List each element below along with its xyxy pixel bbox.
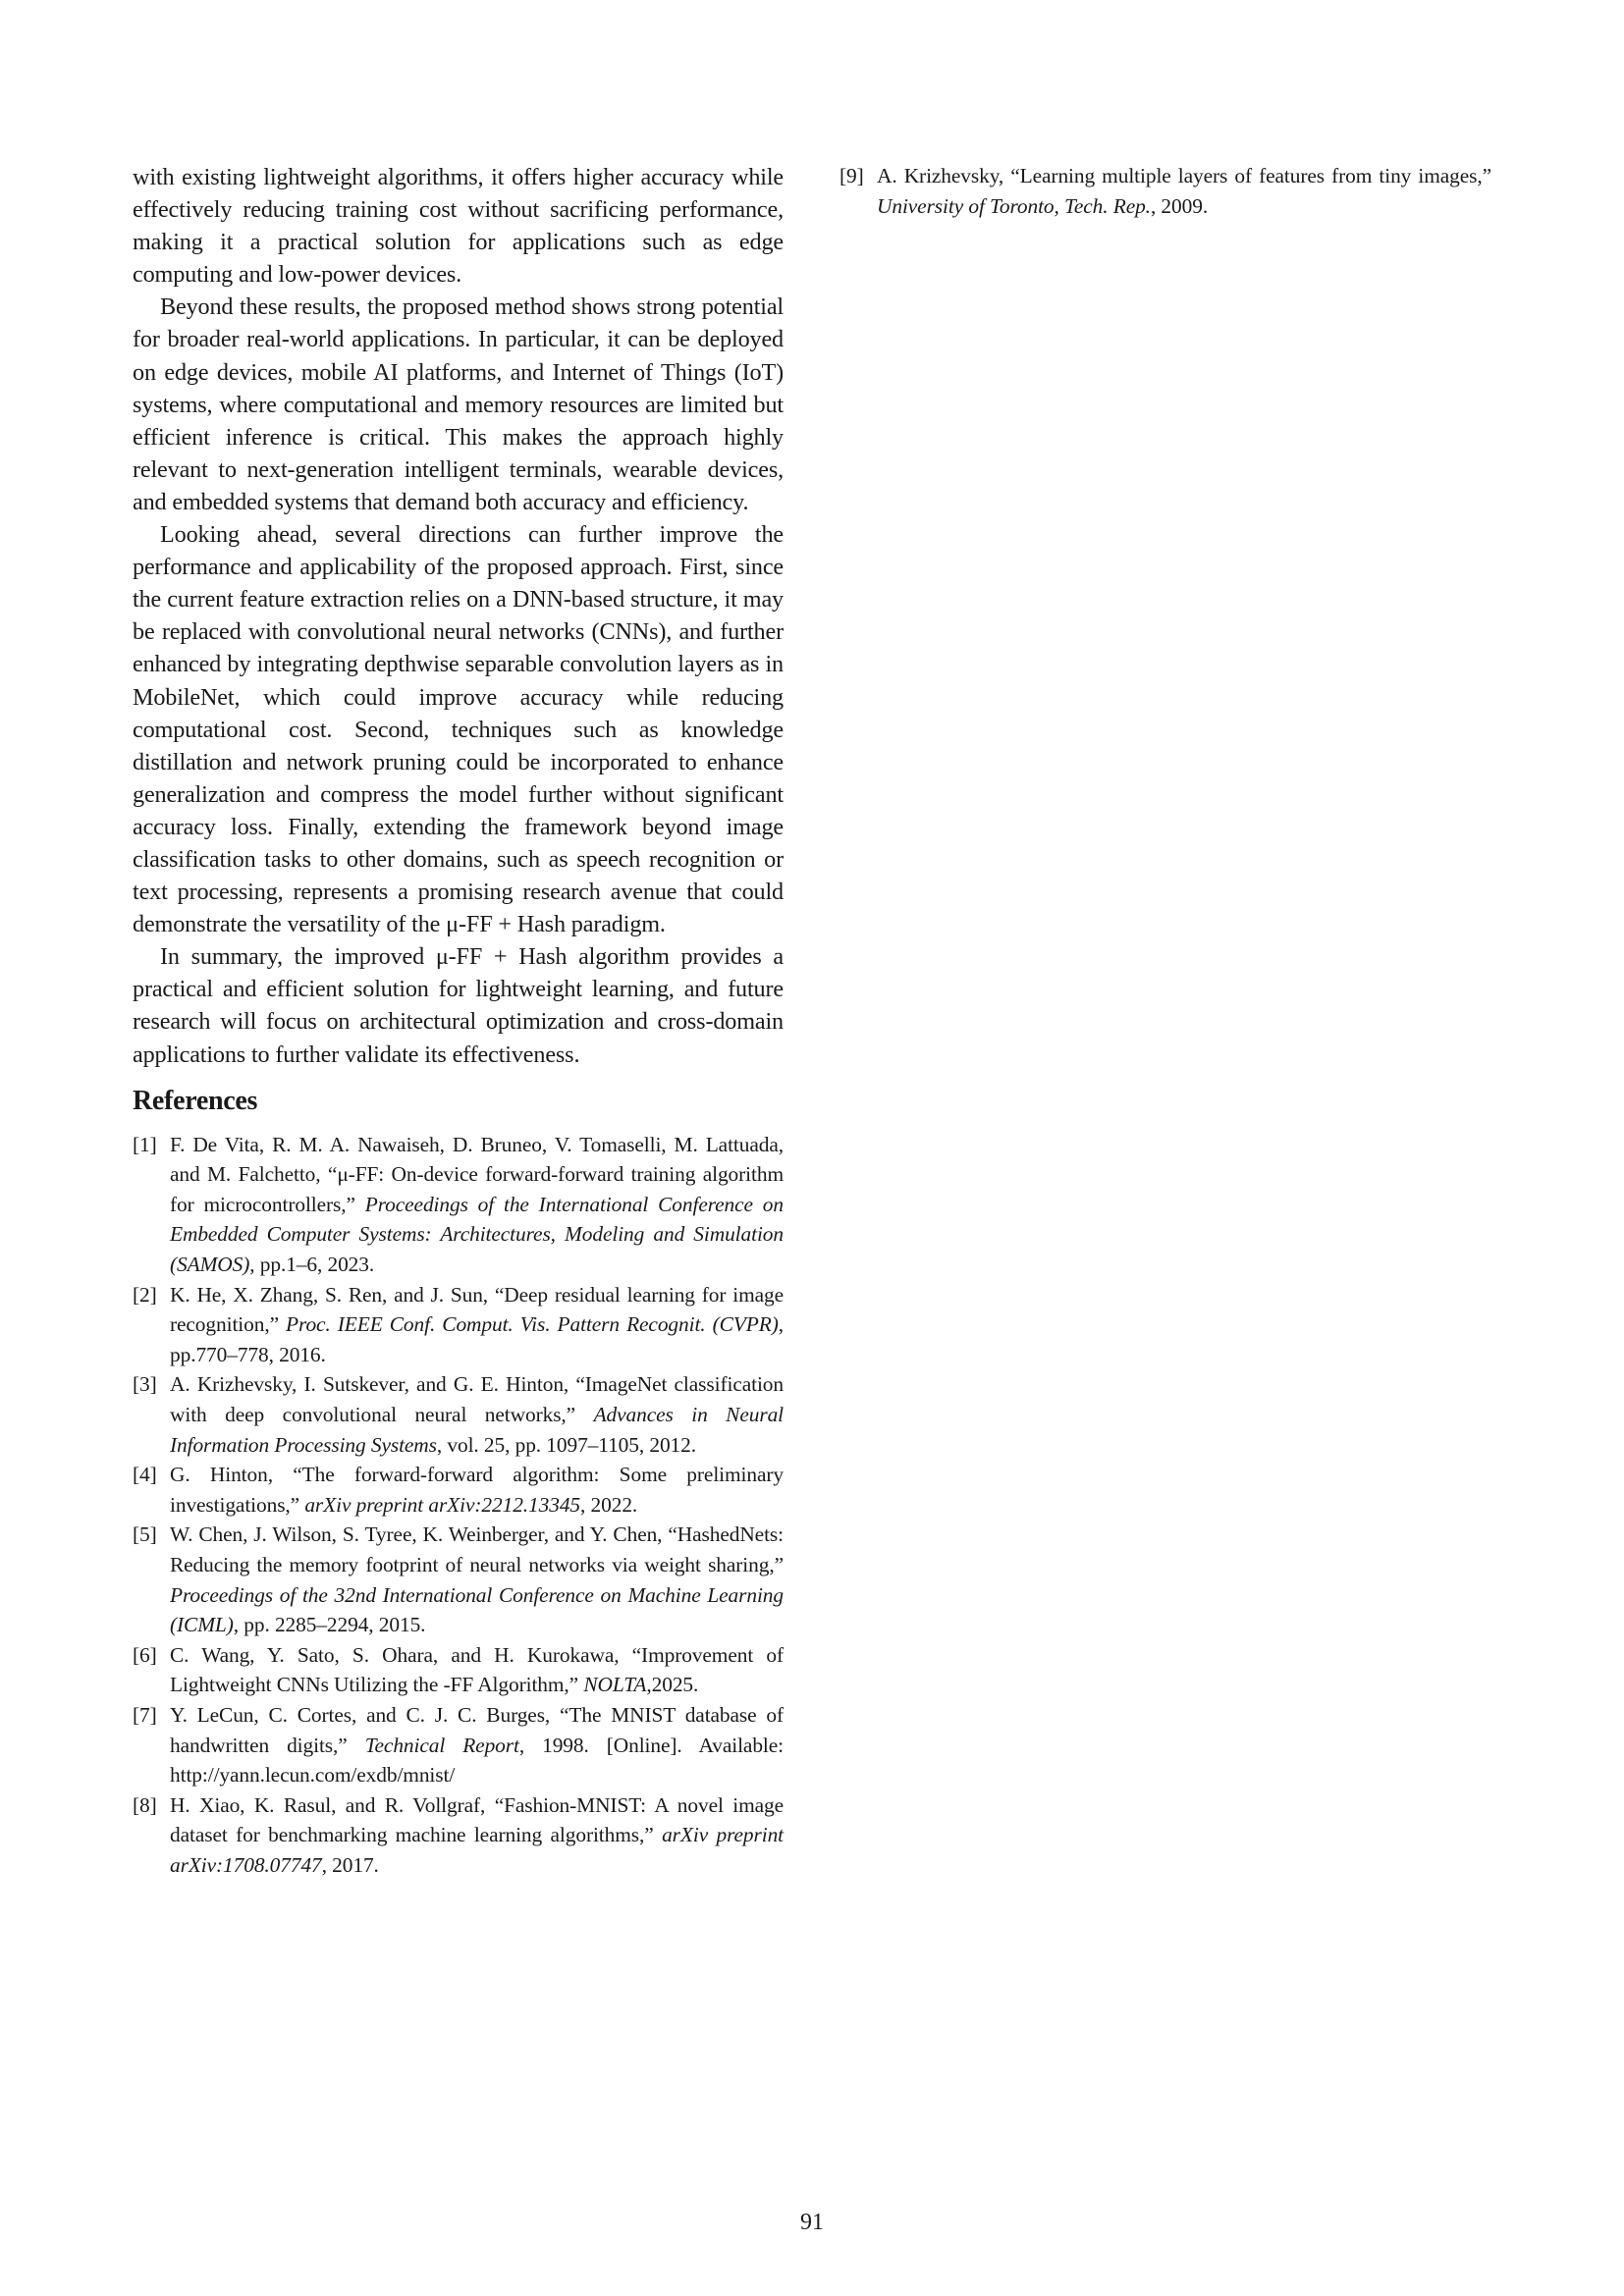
references-heading: References (133, 1085, 258, 1116)
reference-item (133, 1369, 784, 1460)
body-paragraph: Beyond these results, the proposed method shows strong potential for broader real-world applications. In particular, it can be deployed on edge devices, mobile AI platforms, and Internet of Things (IoT) systems, where computational and memory resources are limited but efficient inference is critical. This makes the approach highly relevant to next-generation intelligent terminals, wearable devices, and embedded systems that demand both accuracy and efficiency. (133, 294, 784, 515)
reference-details: , pp.770–778, 2016. (170, 1312, 784, 1366)
reference-number: [6] (133, 1642, 157, 1667)
reference-venue: Technical Report (364, 1733, 519, 1757)
reference-number: [1] (133, 1132, 157, 1156)
reference-venue: University of Toronto, Tech. Rep. (877, 193, 1151, 218)
reference-item (133, 1130, 784, 1280)
reference-authors-title: F. De Vita, R. M. A. Nawaiseh, D. Bruneo, V. Tomaselli, M. Lattuada, and M. Falchetto, “μ-FF: On-device forward-forward training algorithm for microcontrollers,” (170, 1132, 784, 1216)
reference-number: [8] (133, 1792, 157, 1817)
reference-item (133, 1790, 784, 1881)
reference-item (839, 161, 1491, 221)
body-paragraph: In summary, the improved μ-FF + Hash algorithm provides a practical and efficient solution for lightweight learning, and future research will focus on architectural optimization and cross-domain applications to further validate its effectiveness. (133, 943, 784, 1068)
reference-list-continued (839, 161, 1491, 221)
reference-details: , 2009. (1150, 193, 1209, 218)
reference-details: , vol. 25, pp. 1097–1105, 2012. (436, 1432, 696, 1457)
left-column (133, 161, 784, 1880)
reference-venue: arXiv preprint arXiv:2212.13345 (304, 1492, 581, 1517)
reference-number: [5] (133, 1522, 157, 1547)
reference-details: , 1998. [Online]. Available: http://yann.lecun.com/exdb/mnist/ (170, 1733, 784, 1788)
reference-authors-title: G. Hinton, “The forward-forward algorithm: Some preliminary investigations,” (170, 1463, 784, 1517)
reference-number: [7] (133, 1702, 157, 1727)
reference-authors-title: H. Xiao, K. Rasul, and R. Vollgraf, “Fashion-MNIST: A novel image dataset for benchmarking machine learning algorithms,” (170, 1792, 784, 1847)
reference-number: [4] (133, 1463, 157, 1487)
reference-list (133, 1130, 784, 1881)
reference-venue: Proceedings of the International Conference on Embedded Computer Systems: Architectures, Modeling and Simulation (SAMOS) (170, 1192, 784, 1276)
right-column (839, 161, 1491, 221)
reference-venue: Proc. IEEE Conf. Comput. Vis. Pattern Recognit. (CVPR) (286, 1312, 779, 1337)
reference-venue: NOLTA (583, 1673, 647, 1697)
reference-details: , pp. 2285–2294, 2015. (233, 1613, 426, 1637)
reference-number: [2] (133, 1282, 157, 1307)
body-paragraph: with existing lightweight algorithms, it offers higher accuracy while effectively reducing training cost without sacrificing performance, making it a practical solution for applications such as edge computing and low-power devices. (133, 164, 784, 289)
reference-item (133, 1700, 784, 1790)
reference-authors-title: A. Krizhevsky, “Learning multiple layers of features from tiny images,” (877, 164, 1491, 187)
reference-details: , 2017. (321, 1852, 379, 1877)
reference-venue: Proceedings of the 32nd International Conference on Machine Learning (ICML) (170, 1582, 784, 1637)
reference-item (133, 1520, 784, 1639)
reference-authors-title: K. He, X. Zhang, S. Ren, and J. Sun, “Deep residual learning for image recognition,” (170, 1282, 784, 1337)
reference-details: ,2025. (646, 1673, 699, 1697)
reference-details: , 2022. (580, 1492, 638, 1517)
reference-item (133, 1640, 784, 1700)
reference-authors-title: W. Chen, J. Wilson, S. Tyree, K. Weinberger, and Y. Chen, “HashedNets: Reducing the memory footprint of neural networks via weight sharing,” (170, 1522, 784, 1576)
reference-details: , pp.1–6, 2023. (249, 1253, 375, 1276)
reference-item (133, 1460, 784, 1520)
reference-number: [3] (133, 1372, 157, 1397)
page-number: 91 (800, 2210, 824, 2235)
body-paragraph: Looking ahead, several directions can further improve the performance and applicability of the proposed approach. First, since the current feature extraction relies on a DNN-based structure, it may be replaced with convolutional neural networks (CNNs), and further enhanced by integrating depthwise separable convolution layers as in MobileNet, which could improve accuracy while reducing computational cost. Second, techniques such as knowledge distillation and network pruning could be incorporated to enhance generalization and compress the model further without significant accuracy loss. Finally, extending the framework beyond image classification tasks to other domains, such as speech recognition or text processing, represents a promising research avenue that could demonstrate the versatility of the μ-FF + Hash paradigm. (133, 521, 784, 938)
reference-venue: Advances in Neural Information Processing Systems (170, 1402, 785, 1457)
reference-item (133, 1280, 784, 1370)
reference-authors-title: A. Krizhevsky, I. Sutskever, and G. E. Hinton, “ImageNet classification with deep convolutional neural networks,” (170, 1372, 784, 1426)
reference-authors-title: Y. LeCun, C. Cortes, and C. J. C. Burges, “The MNIST database of handwritten digits,” (170, 1702, 784, 1757)
reference-authors-title: C. Wang, Y. Sato, S. Ohara, and H. Kurokawa, “Improvement of Lightweight CNNs Utilizing the -FF Algorithm,” (170, 1642, 784, 1697)
reference-number: [9] (839, 164, 864, 187)
reference-venue: arXiv preprint arXiv:1708.07747 (170, 1823, 785, 1877)
